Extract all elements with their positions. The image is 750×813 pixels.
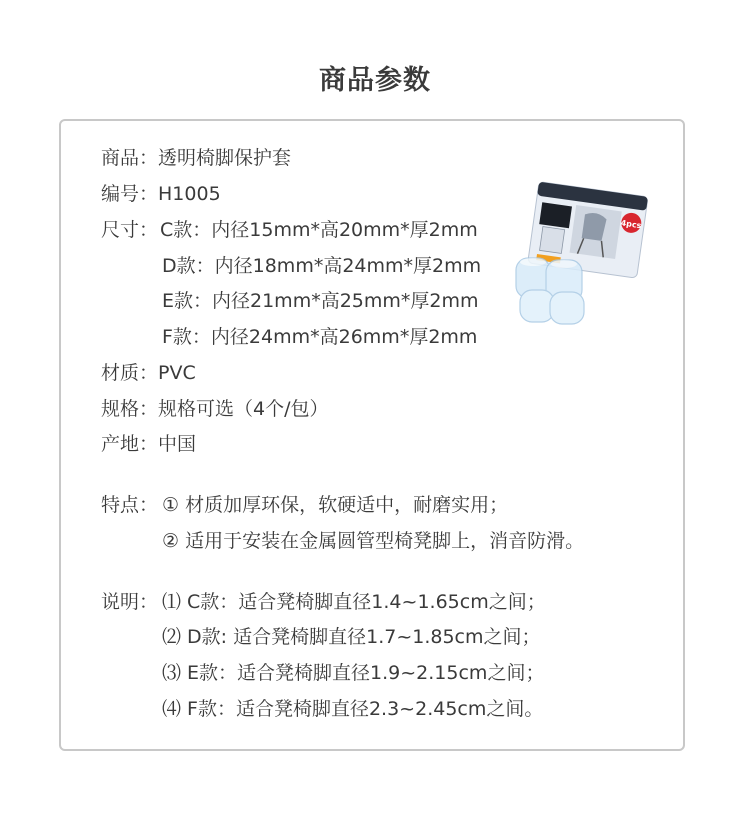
row-features-label bbox=[101, 493, 158, 517]
feature-item: ① 材质加厚环保，软硬适中，耐磨实用； bbox=[162, 494, 509, 516]
product-photo bbox=[510, 180, 650, 330]
note-item: ⑶ E款：适合凳椅脚直径1.9~2.15cm之间； bbox=[162, 662, 545, 684]
product-value: 透明椅脚保护套 bbox=[158, 147, 292, 169]
origin-value: 中国 bbox=[158, 433, 197, 455]
note-item: ⑵ D款: 适合凳椅脚直径1.7~1.85cm之间； bbox=[162, 626, 541, 648]
size-item: F款：内径24mm*高26mm*厚2mm bbox=[162, 326, 478, 348]
page-title: 商品参数 bbox=[319, 65, 431, 96]
badge-4pcs: 4pcs bbox=[620, 218, 642, 231]
feature-item: ② 适用于安装在金属圆管型椅凳脚上，消音防滑。 bbox=[162, 530, 585, 552]
code-value: H1005 bbox=[158, 183, 221, 205]
note-item: ⑷ F款：适合凳椅脚直径2.3~2.45cm之间。 bbox=[162, 698, 544, 720]
row-product bbox=[101, 146, 291, 170]
product-label: 商品： bbox=[101, 147, 159, 169]
spec-label: 规格： bbox=[101, 398, 159, 420]
row-size-label bbox=[101, 218, 158, 242]
row-code bbox=[101, 182, 221, 206]
material-label: 材质： bbox=[101, 362, 159, 384]
row-material bbox=[101, 361, 196, 385]
code-label: 编号： bbox=[101, 183, 159, 205]
size-label: 尺寸： bbox=[101, 219, 159, 241]
size-item: E款：内径21mm*高25mm*厚2mm bbox=[162, 290, 479, 312]
size-item: D款：内径18mm*高24mm*厚2mm bbox=[162, 255, 482, 277]
size-item: C款：内径15mm*高20mm*厚2mm bbox=[160, 219, 478, 241]
spec-value: 规格可选（4个/包） bbox=[158, 398, 329, 420]
origin-label: 产地： bbox=[101, 433, 159, 455]
row-notes-label bbox=[101, 590, 158, 614]
features-label: 特点： bbox=[101, 494, 159, 516]
row-origin bbox=[101, 432, 196, 456]
notes-label: 说明： bbox=[101, 591, 159, 613]
row-spec bbox=[101, 397, 329, 421]
note-item: ⑴ C款：适合凳椅脚直径1.4~1.65cm之间； bbox=[162, 591, 546, 613]
material-value: PVC bbox=[158, 362, 196, 384]
